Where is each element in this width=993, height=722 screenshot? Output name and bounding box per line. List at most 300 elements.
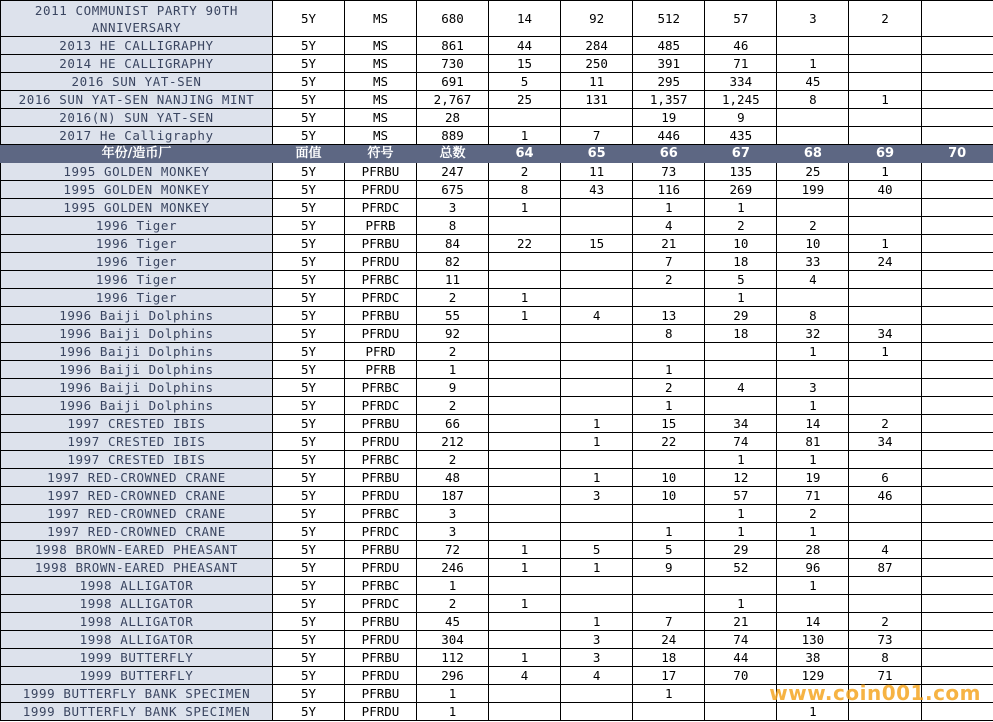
table-row [1, 163, 993, 181]
grade-count-cell: 1 [849, 91, 921, 109]
main-section [1, 163, 993, 721]
grade-symbol-cell: PFRBC [345, 451, 417, 469]
grade-count-cell [777, 289, 849, 307]
total-cell: 112 [417, 649, 489, 667]
grade-count-cell: 24 [849, 253, 921, 271]
grade-count-cell [921, 487, 993, 505]
top-section [1, 1, 993, 145]
grade-count-cell [921, 505, 993, 523]
grade-symbol-cell: PFRB [345, 361, 417, 379]
grade-count-cell [489, 361, 561, 379]
grade-count-cell [489, 397, 561, 415]
grade-count-cell: 7 [561, 127, 633, 145]
grade-count-cell [921, 631, 993, 649]
header-total: 总数 [417, 145, 489, 163]
grade-symbol-cell: PFRDU [345, 181, 417, 199]
grade-count-cell: 1 [849, 163, 921, 181]
total-cell: 92 [417, 325, 489, 343]
table-row [1, 415, 993, 433]
grade-count-cell: 2 [705, 217, 777, 235]
table-row [1, 559, 993, 577]
grade-count-cell [561, 577, 633, 595]
grade-count-cell [561, 253, 633, 271]
coin-name-cell: 1996 Tiger [1, 235, 273, 253]
grade-count-cell [489, 703, 561, 721]
grade-count-cell: 14 [777, 415, 849, 433]
grade-count-cell: 1 [705, 289, 777, 307]
grade-count-cell [849, 505, 921, 523]
grade-count-cell: 22 [633, 433, 705, 451]
total-cell: 2 [417, 595, 489, 613]
total-cell: 55 [417, 307, 489, 325]
grade-count-cell [921, 703, 993, 721]
grade-count-cell [849, 379, 921, 397]
grade-symbol-cell: PFRDU [345, 487, 417, 505]
grade-count-cell: 81 [777, 433, 849, 451]
grade-count-cell: 14 [489, 1, 561, 37]
coin-name-cell: 1996 Tiger [1, 217, 273, 235]
grade-count-cell [921, 397, 993, 415]
denomination-cell: 5Y [273, 343, 345, 361]
denomination-cell: 5Y [273, 469, 345, 487]
grade-count-cell [561, 703, 633, 721]
grade-count-cell: 10 [633, 469, 705, 487]
denomination-cell: 5Y [273, 577, 345, 595]
grade-count-cell: 71 [705, 55, 777, 73]
table-row [1, 1, 993, 37]
grade-count-cell: 250 [561, 55, 633, 73]
total-cell: 45 [417, 613, 489, 631]
header-section [1, 145, 993, 163]
table-row [1, 361, 993, 379]
grade-count-cell: 34 [849, 433, 921, 451]
total-cell: 1 [417, 703, 489, 721]
grade-symbol-cell: PFRDU [345, 703, 417, 721]
grade-count-cell: 57 [705, 487, 777, 505]
grade-count-cell [921, 577, 993, 595]
grade-count-cell: 3 [777, 1, 849, 37]
denomination-cell: 5Y [273, 433, 345, 451]
total-cell: 247 [417, 163, 489, 181]
watermark: www.coin001.com [769, 681, 981, 705]
grade-count-cell: 19 [633, 109, 705, 127]
grade-count-cell: 34 [849, 325, 921, 343]
grade-count-cell: 1 [489, 307, 561, 325]
coin-name-cell: 1997 CRESTED IBIS [1, 451, 273, 469]
total-cell: 3 [417, 523, 489, 541]
grade-count-cell [921, 271, 993, 289]
denomination-cell: 5Y [273, 253, 345, 271]
header-grade-65: 65 [561, 145, 633, 163]
grade-count-cell: 131 [561, 91, 633, 109]
grade-count-cell: 269 [705, 181, 777, 199]
grade-count-cell: 24 [633, 631, 705, 649]
grade-count-cell: 17 [633, 667, 705, 685]
grade-count-cell: 130 [777, 631, 849, 649]
grade-count-cell: 74 [705, 631, 777, 649]
grade-count-cell: 2 [777, 505, 849, 523]
grade-count-cell [921, 613, 993, 631]
coin-name-cell: 2016(N) SUN YAT-SEN [1, 109, 273, 127]
table-row [1, 199, 993, 217]
total-cell: 304 [417, 631, 489, 649]
grade-symbol-cell: PFRBU [345, 415, 417, 433]
table-row [1, 649, 993, 667]
denomination-cell: 5Y [273, 1, 345, 37]
grade-count-cell: 22 [489, 235, 561, 253]
grade-count-cell: 2 [849, 613, 921, 631]
header-grade-66: 66 [633, 145, 705, 163]
grade-count-cell [921, 181, 993, 199]
total-cell: 2 [417, 343, 489, 361]
grade-count-cell: 25 [777, 163, 849, 181]
coin-name-cell: 1997 RED-CROWNED CRANE [1, 469, 273, 487]
denomination-cell: 5Y [273, 487, 345, 505]
denomination-cell: 5Y [273, 181, 345, 199]
grade-count-cell: 129 [777, 667, 849, 685]
table-row [1, 379, 993, 397]
grade-count-cell [849, 361, 921, 379]
grade-count-cell: 74 [705, 433, 777, 451]
header-row [1, 145, 993, 163]
grade-symbol-cell: PFRDC [345, 397, 417, 415]
grade-count-cell: 2 [633, 271, 705, 289]
grade-symbol-cell: MS [345, 127, 417, 145]
grade-count-cell [489, 577, 561, 595]
grade-count-cell: 1 [489, 289, 561, 307]
grade-count-cell: 44 [489, 37, 561, 55]
table-row [1, 541, 993, 559]
grade-count-cell [921, 415, 993, 433]
grade-count-cell [921, 433, 993, 451]
total-cell: 861 [417, 37, 489, 55]
grade-count-cell: 5 [561, 541, 633, 559]
grade-count-cell [849, 37, 921, 55]
grade-count-cell: 1,357 [633, 91, 705, 109]
grade-count-cell [849, 217, 921, 235]
table-row [1, 577, 993, 595]
grade-count-cell: 1 [561, 415, 633, 433]
grade-count-cell: 116 [633, 181, 705, 199]
grade-symbol-cell: MS [345, 91, 417, 109]
grade-count-cell [849, 523, 921, 541]
grade-count-cell [705, 361, 777, 379]
total-cell: 66 [417, 415, 489, 433]
grade-symbol-cell: PFRDU [345, 667, 417, 685]
grade-count-cell: 1 [633, 199, 705, 217]
grade-count-cell: 25 [489, 91, 561, 109]
grade-count-cell [561, 523, 633, 541]
coin-name-cell: 1996 Tiger [1, 253, 273, 271]
grade-symbol-cell: MS [345, 73, 417, 91]
grade-symbol-cell: PFRBU [345, 613, 417, 631]
grade-symbol-cell: PFRBU [345, 685, 417, 703]
grade-count-cell [921, 343, 993, 361]
grade-count-cell: 71 [849, 667, 921, 685]
grade-count-cell [489, 253, 561, 271]
grade-count-cell: 512 [633, 1, 705, 37]
coin-name-cell: 1998 ALLIGATOR [1, 613, 273, 631]
grade-count-cell: 4 [849, 541, 921, 559]
total-cell: 2 [417, 451, 489, 469]
grade-count-cell [921, 559, 993, 577]
grade-symbol-cell: PFRBU [345, 235, 417, 253]
coin-name-cell: 1999 BUTTERFLY [1, 649, 273, 667]
grade-count-cell [561, 325, 633, 343]
grade-count-cell: 2 [849, 415, 921, 433]
total-cell: 3 [417, 505, 489, 523]
grade-count-cell: 8 [633, 325, 705, 343]
grade-count-cell: 7 [633, 253, 705, 271]
grade-count-cell [921, 73, 993, 91]
grade-count-cell: 1 [561, 433, 633, 451]
grade-count-cell: 435 [705, 127, 777, 145]
grade-count-cell: 14 [777, 613, 849, 631]
denomination-cell: 5Y [273, 523, 345, 541]
grade-count-cell: 71 [777, 487, 849, 505]
grade-count-cell: 1 [705, 505, 777, 523]
denomination-cell: 5Y [273, 235, 345, 253]
grade-count-cell [705, 577, 777, 595]
grade-count-cell: 10 [633, 487, 705, 505]
grade-count-cell [777, 127, 849, 145]
table-row [1, 595, 993, 613]
grade-count-cell: 4 [777, 271, 849, 289]
grade-count-cell: 1 [777, 397, 849, 415]
coin-name-cell: 1998 BROWN-EARED PHEASANT [1, 559, 273, 577]
grade-count-cell [489, 415, 561, 433]
grade-count-cell: 3 [561, 649, 633, 667]
grade-count-cell [849, 451, 921, 469]
grade-count-cell: 44 [705, 649, 777, 667]
header-grade-68: 68 [777, 145, 849, 163]
grade-count-cell [489, 631, 561, 649]
grade-count-cell [921, 163, 993, 181]
grade-symbol-cell: PFRBC [345, 271, 417, 289]
table-row [1, 613, 993, 631]
grade-count-cell: 11 [561, 163, 633, 181]
denomination-cell: 5Y [273, 199, 345, 217]
coin-name-cell: 1997 RED-CROWNED CRANE [1, 487, 273, 505]
denomination-cell: 5Y [273, 91, 345, 109]
grade-symbol-cell: PFRDU [345, 559, 417, 577]
grade-count-cell: 46 [705, 37, 777, 55]
grade-count-cell [489, 217, 561, 235]
grade-count-cell [633, 595, 705, 613]
grade-count-cell: 1 [777, 703, 849, 721]
grade-count-cell [921, 523, 993, 541]
grade-count-cell: 1 [777, 523, 849, 541]
coin-name-cell: 1996 Baiji Dolphins [1, 379, 273, 397]
denomination-cell: 5Y [273, 649, 345, 667]
grade-count-cell: 135 [705, 163, 777, 181]
grade-count-cell [921, 235, 993, 253]
grade-count-cell [561, 109, 633, 127]
grade-symbol-cell: PFRDU [345, 433, 417, 451]
grade-count-cell [561, 289, 633, 307]
grade-count-cell: 73 [633, 163, 705, 181]
grade-count-cell [705, 343, 777, 361]
total-cell: 2 [417, 289, 489, 307]
grade-count-cell: 1 [633, 523, 705, 541]
grade-symbol-cell: MS [345, 109, 417, 127]
grade-count-cell [849, 577, 921, 595]
grade-count-cell [921, 469, 993, 487]
grade-count-cell [561, 685, 633, 703]
coin-name-cell: 2011 COMMUNIST PARTY 90TH ANNIVERSARY [1, 1, 273, 37]
header-grade-69: 69 [849, 145, 921, 163]
grade-count-cell: 1 [705, 451, 777, 469]
denomination-cell: 5Y [273, 703, 345, 721]
coin-name-cell: 1998 ALLIGATOR [1, 577, 273, 595]
coin-name-cell: 2014 HE CALLIGRAPHY [1, 55, 273, 73]
table-row [1, 109, 993, 127]
denomination-cell: 5Y [273, 685, 345, 703]
table-row [1, 271, 993, 289]
grade-count-cell: 334 [705, 73, 777, 91]
grade-symbol-cell: PFRBU [345, 541, 417, 559]
grade-count-cell [777, 361, 849, 379]
grade-count-cell: 15 [633, 415, 705, 433]
grade-count-cell [921, 1, 993, 37]
table-row [1, 91, 993, 109]
grade-count-cell: 391 [633, 55, 705, 73]
table-row [1, 127, 993, 145]
grade-count-cell [849, 307, 921, 325]
denomination-cell: 5Y [273, 325, 345, 343]
total-cell: 8 [417, 217, 489, 235]
grade-count-cell [561, 199, 633, 217]
table-row [1, 307, 993, 325]
table-row [1, 73, 993, 91]
grade-count-cell [489, 343, 561, 361]
grade-count-cell [561, 271, 633, 289]
denomination-cell: 5Y [273, 379, 345, 397]
coin-name-cell: 1996 Baiji Dolphins [1, 307, 273, 325]
grade-count-cell [849, 271, 921, 289]
grade-count-cell: 1 [777, 343, 849, 361]
grade-count-cell [705, 703, 777, 721]
denomination-cell: 5Y [273, 559, 345, 577]
grade-count-cell [921, 541, 993, 559]
grade-count-cell: 2 [777, 217, 849, 235]
coin-name-cell: 1995 GOLDEN MONKEY [1, 199, 273, 217]
denomination-cell: 5Y [273, 271, 345, 289]
coin-name-cell: 1997 CRESTED IBIS [1, 415, 273, 433]
grade-count-cell: 45 [777, 73, 849, 91]
header-grade-70: 70 [921, 145, 993, 163]
grade-count-cell: 1 [561, 613, 633, 631]
denomination-cell: 5Y [273, 505, 345, 523]
grade-count-cell: 485 [633, 37, 705, 55]
grade-count-cell: 21 [633, 235, 705, 253]
total-cell: 2 [417, 397, 489, 415]
grade-count-cell: 1 [561, 559, 633, 577]
grade-count-cell [777, 595, 849, 613]
grade-count-cell [633, 289, 705, 307]
grade-count-cell [921, 253, 993, 271]
grade-symbol-cell: MS [345, 1, 417, 37]
grade-count-cell: 19 [777, 469, 849, 487]
table-row [1, 343, 993, 361]
denomination-cell: 5Y [273, 595, 345, 613]
denomination-cell: 5Y [273, 397, 345, 415]
grade-count-cell: 11 [561, 73, 633, 91]
total-cell: 11 [417, 271, 489, 289]
grade-symbol-cell: PFRBC [345, 577, 417, 595]
grade-symbol-cell: PFRB [345, 217, 417, 235]
grade-count-cell: 1 [705, 595, 777, 613]
grade-count-cell [705, 685, 777, 703]
grade-count-cell [561, 379, 633, 397]
grade-count-cell: 9 [705, 109, 777, 127]
grade-count-cell: 43 [561, 181, 633, 199]
grade-symbol-cell: PFRDC [345, 289, 417, 307]
total-cell: 1 [417, 685, 489, 703]
grade-count-cell: 32 [777, 325, 849, 343]
denomination-cell: 5Y [273, 361, 345, 379]
grade-symbol-cell: PFRBU [345, 163, 417, 181]
grade-count-cell [489, 451, 561, 469]
grade-symbol-cell: PFRBC [345, 505, 417, 523]
grade-count-cell [489, 523, 561, 541]
grade-count-cell: 73 [849, 631, 921, 649]
grade-count-cell: 9 [633, 559, 705, 577]
grade-count-cell: 1 [705, 523, 777, 541]
coin-name-cell: 1997 RED-CROWNED CRANE [1, 523, 273, 541]
grade-count-cell [489, 271, 561, 289]
denomination-cell: 5Y [273, 127, 345, 145]
header-grade-67: 67 [705, 145, 777, 163]
grade-count-cell: 29 [705, 307, 777, 325]
denomination-cell: 5Y [273, 37, 345, 55]
table-row [1, 433, 993, 451]
grade-count-cell [849, 127, 921, 145]
total-cell: 187 [417, 487, 489, 505]
coin-name-cell: 1996 Baiji Dolphins [1, 397, 273, 415]
coin-name-cell: 1996 Tiger [1, 271, 273, 289]
grade-count-cell: 284 [561, 37, 633, 55]
header-grade-64: 64 [489, 145, 561, 163]
denomination-cell: 5Y [273, 109, 345, 127]
total-cell: 246 [417, 559, 489, 577]
grade-count-cell [561, 595, 633, 613]
grade-count-cell: 10 [705, 235, 777, 253]
grade-count-cell: 1 [561, 469, 633, 487]
grade-count-cell [921, 325, 993, 343]
grade-count-cell [489, 613, 561, 631]
coin-name-cell: 1997 CRESTED IBIS [1, 433, 273, 451]
grade-count-cell: 40 [849, 181, 921, 199]
denomination-cell: 5Y [273, 415, 345, 433]
total-cell: 889 [417, 127, 489, 145]
denomination-cell: 5Y [273, 289, 345, 307]
grade-count-cell [849, 397, 921, 415]
grade-symbol-cell: PFRBC [345, 379, 417, 397]
grade-count-cell: 8 [489, 181, 561, 199]
denomination-cell: 5Y [273, 163, 345, 181]
grade-count-cell [777, 109, 849, 127]
coin-name-cell: 1996 Tiger [1, 289, 273, 307]
grade-count-cell: 18 [633, 649, 705, 667]
grade-count-cell [561, 217, 633, 235]
grade-count-cell [633, 451, 705, 469]
grade-symbol-cell: PFRBU [345, 469, 417, 487]
grade-count-cell: 1 [777, 451, 849, 469]
grade-count-cell: 38 [777, 649, 849, 667]
grade-count-cell: 8 [849, 649, 921, 667]
grade-count-cell: 5 [489, 73, 561, 91]
